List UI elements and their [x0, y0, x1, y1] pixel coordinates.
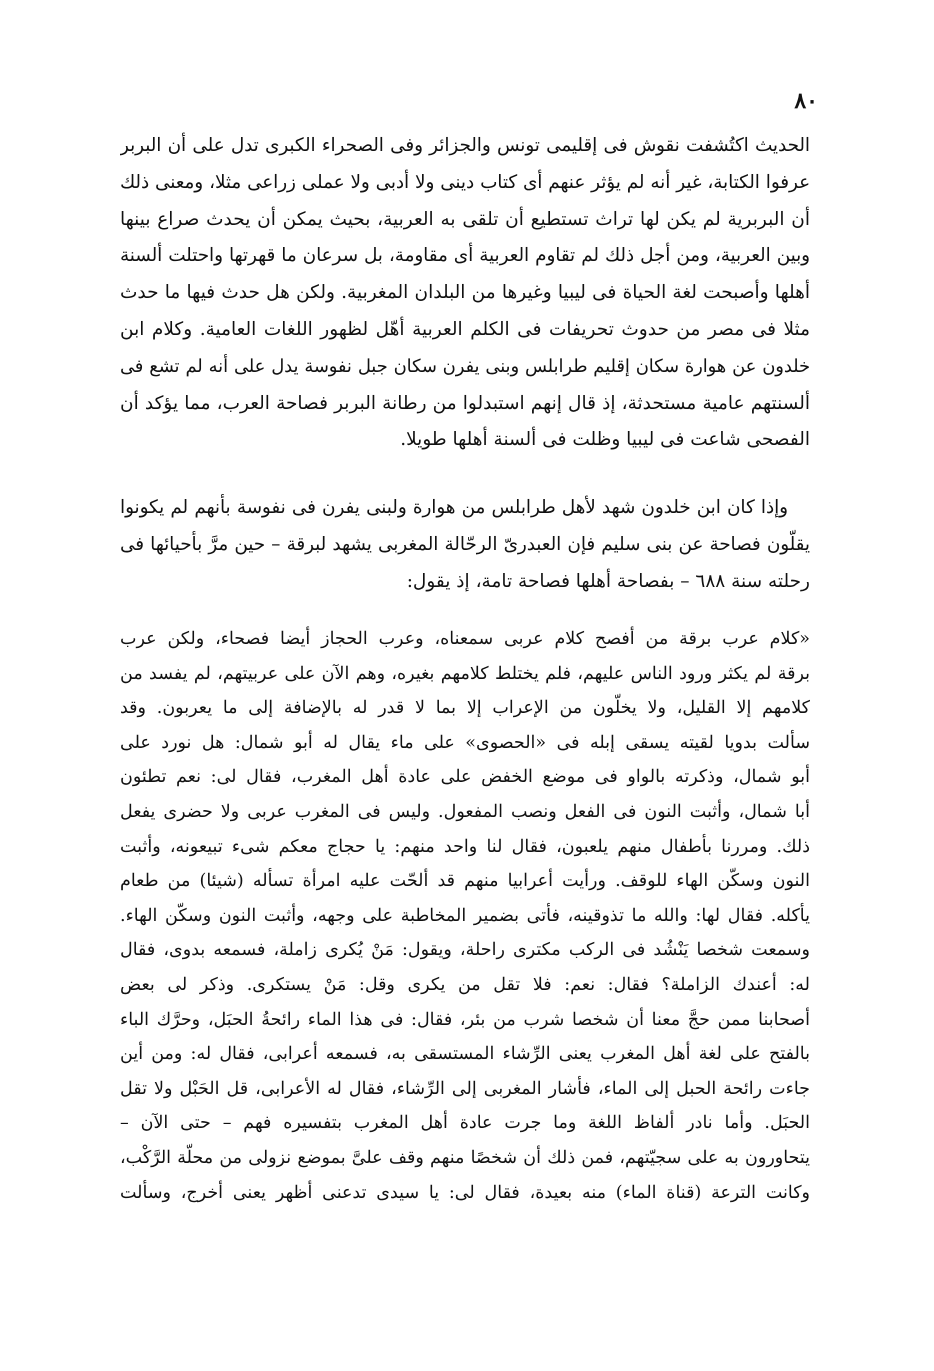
text-line: وكانت الترعة (قناة الماء) منه بعيدة، فقال لى: يا سيدى تدعنى أظهر يعنى أخرج، وسألت [120, 1182, 810, 1203]
text-line: ألسنتهم عامية مستحدثة، إذ قال إنهم استبدلوا من رطانة البربر فصاحة العرب، مما يؤكد أن [120, 392, 810, 414]
quotation-block [120, 622, 810, 1210]
paragraph-1 [120, 128, 810, 459]
text-line: وإذا كان ابن خلدون شهد لأهل طرابلس من هوارة ولبنى يفرن فى نفوسة بأنهم لم يكونوا [120, 497, 788, 518]
text-line: بالفتح على لغة أهل المغرب يعنى الرِّشاء المستسقى به، فسمعه أعرابى، فقال له: ومن أين [120, 1044, 810, 1065]
text-line: وسمعت شخصا يَنْشُد فى الركب مكترى راحلة، ويقول: مَنْ يُكرى زاملة، فسمعه بدوى، فقال [120, 940, 810, 961]
text-line: سألت بدويا لقيته يسقى إبله فى «الحصوى» على ماء يقال له أبو شمال: هل نورد على [120, 732, 810, 753]
text-line: أهلها وأصبحت لغة الحياة فى ليبيا وغيرها من البلدان المغربية. ولكن هل حدث فيها ما حدث [120, 282, 810, 304]
text-line: مثلا فى مصر من حدوث تحريفات فى الكلم العربية أهّل لظهور اللغات العامية. وكلام ابن [120, 318, 810, 340]
text-line: أصحابنا ممن حجَّ معنا أن شخصا شرب من بئر، فقال: فى هذا الماء رائحةُ الحبَل، وحرَّك الباء [120, 1009, 810, 1030]
text-line: الحديث اكتُشفت نقوش فى إقليمى تونس والجزائر وفى الصحراء الكبرى تدل على أن البربر [120, 135, 810, 156]
text-line: الحبَل. وأما نادر ألفاظ اللغة وما جرت عادة أهل المغرب بتفسيره فهم – حتى الآن – [120, 1113, 810, 1134]
text-line: عرفوا الكتابة، غير أنه لم يؤثر عنهم أى كتاب دينى ولا أدبى ولا عملى زراعى مثلا، ومعنى ذلك [120, 171, 810, 193]
text-line: «كلام عرب برقة من أفصح كلام عربى سمعناه، وعرب الحجاز أيضا فصحاء، ولكن عرب [120, 629, 810, 649]
text-line: يقلّون فصاحة عن بنى سليم فإن العبدرىّ الرحّالة المغربى يشهد لبرقة – حين مرَّ بأحيائها فى [120, 533, 810, 555]
text-line: أبو شمال، وذكرته بالواو فى موضع الخفض على عادة أهل المغرب، فقال لى: نعم تطئون [120, 767, 810, 788]
text-line: جاءت رائحة الحبل إلى الماء، فأشار المغربى إلى الرِّشاء، فقال له الأعرابى، قل الحَبْل ولا تقل [120, 1078, 810, 1099]
text-line: الفصحى شاعت فى ليبيا وظلت فى ألسنة أهلها طويلا. [400, 429, 810, 451]
text-line: خلدون عن هوارة سكان إقليم طرابلس وبنى يفرن سكان جبل نفوسة يدل على أنه لم تشع فى [120, 356, 810, 377]
paragraph-2 [120, 490, 810, 600]
text-line: أبا شمال، وأثبت النون فى الفعل ونصب المفعول. وليس فى المغرب عربى ولا حضرى يفعل [120, 801, 810, 822]
text-line: له: أعندك الزاملة؟ فقال: نعم: فلا تقل من يكرى وقل: مَنْ يستكرى. وذكر لى بعض [120, 974, 810, 995]
text-line: يتحاورون به على سجيّتهم، فمن ذلك أن شخصًا منهم وقف علىَّ بموضع نزولى من محلّة الرَّكْب، [120, 1147, 810, 1168]
text-line: برقة لم يكثر ورود الناس عليهم، فلم يختلط كلامهم بغيره، وهم الآن على عربيتهم، لم يفسد من [120, 663, 810, 684]
page-number: ٨٠ [794, 88, 818, 114]
text-line: وبين العربية، ومن أجل ذلك لم تقاوم العربية أى مقاومة، بل سرعان ما قهرتها واحتلت ألسنة [120, 245, 810, 267]
text-line: النون وسكّن الهاء للوقف. ورأيت أعرابيا منهم قد ألحّت عليه امرأة تسأله (شيئا) من طعام [120, 871, 810, 892]
text-line: كلامهم إلا القليل، ولا يخلّون من الإعراب إلا بما لا قدر له بالإضافة إلى ما يعربون. وقد [120, 698, 810, 719]
text-line: يأكله. فقال لها: والله ما تذوقينه، فأتى بضمير المخاطبة على وجهه، وأثبت النون وسكّن الهاء. [120, 905, 810, 926]
text-line: أن البربرية لم يكن لها تراث تستطيع أن تلقى به العربية، بحيث يمكن أن يحدث صراع بينها [120, 208, 810, 230]
text-line: ذلك. ومررنا بأطفال منهم يلعبون، فقال لنا واحد منهم: يا حجاج معكم شىء تبيعونه، وأثبت [120, 836, 810, 857]
text-line: رحلته سنة ٦٨٨ – بفصاحة أهلها فصاحة تامة، إذ يقول: [406, 570, 810, 592]
